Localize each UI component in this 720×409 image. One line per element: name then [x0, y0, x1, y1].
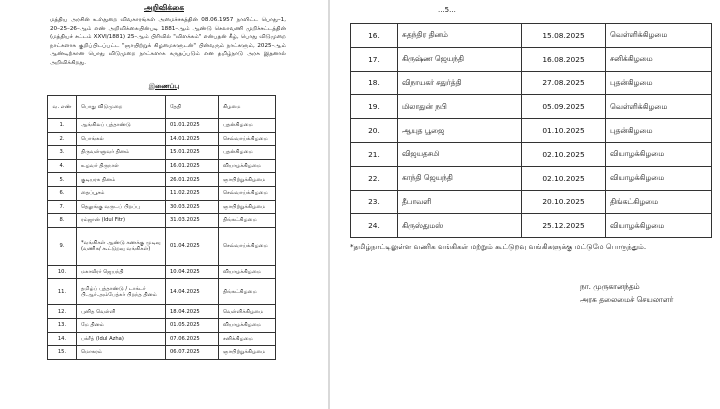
- weekday-cell: ஞாயிற்றுக்கிழமை: [219, 173, 276, 187]
- holiday-name-cell: விநாயகர் சதுர்த்தி: [398, 71, 522, 95]
- date-cell: 25.12.2025: [522, 214, 606, 238]
- holiday-name-cell: பொங்கல்: [77, 132, 166, 146]
- weekday-cell: செவ்வாய்க்கிழமை: [219, 186, 276, 200]
- serial-no-cell: 11.: [48, 279, 77, 305]
- table-row: [351, 190, 712, 214]
- serial-no-cell: 12.: [48, 305, 77, 319]
- holiday-name-cell: தீபாவளி: [398, 190, 522, 214]
- table-row: [48, 173, 276, 187]
- date-cell: 18.04.2025: [166, 305, 219, 319]
- holiday-name-cell: ஆங்கிலப் புத்தாண்டு: [77, 119, 166, 133]
- table-row: [351, 119, 712, 143]
- weekday-cell: புதன்கிழமை: [219, 146, 276, 160]
- date-cell: 06.07.2025: [166, 346, 219, 360]
- weekday-cell: புதன்கிழமை: [219, 119, 276, 133]
- weekday-cell: திங்கட்கிழமை: [606, 190, 712, 214]
- holiday-name-cell: ஆயுத பூஜை: [398, 119, 522, 143]
- table-row: [351, 166, 712, 190]
- table-row: [351, 95, 712, 119]
- table-row: [48, 279, 276, 305]
- serial-no-cell: 20.: [351, 119, 398, 143]
- holiday-name-cell: காந்தி ஜெயந்தி: [398, 166, 522, 190]
- weekday-cell: செவ்வாய்க்கிழமை: [219, 227, 276, 265]
- serial-no-cell: 13.: [48, 318, 77, 332]
- serial-no-cell: 2.: [48, 132, 77, 146]
- table-row: [48, 265, 276, 279]
- date-cell: 07.06.2025: [166, 332, 219, 346]
- holiday-name-cell: விஜயதசமி: [398, 142, 522, 166]
- holiday-name-cell: கிருஸ்துமஸ்: [398, 214, 522, 238]
- serial-no-cell: 10.: [48, 265, 77, 279]
- serial-no-cell: 14.: [48, 332, 77, 346]
- table-row: [351, 214, 712, 238]
- serial-no-cell: 18.: [351, 71, 398, 95]
- holiday-table-right-body: [351, 24, 712, 238]
- weekday-cell: வியாழக்கிழமை: [606, 142, 712, 166]
- table-row: [48, 214, 276, 228]
- table-row: [351, 71, 712, 95]
- serial-no-cell: 9.: [48, 227, 77, 265]
- bank-footnote: *தமிழ்நாட்டிலுள்ள வணிக வங்கிகள் மற்றும் கூட்டுறவு வங்கிகளுக்கு மட்டுமே பொருந்தும்.: [350, 242, 647, 251]
- serial-no-cell: 3.: [48, 146, 77, 160]
- serial-no-cell: 6.: [48, 186, 77, 200]
- weekday-cell: புதன்கிழமை: [606, 119, 712, 143]
- date-cell: 27.08.2025: [522, 71, 606, 95]
- holiday-name-cell: மொகரம்: [77, 346, 166, 360]
- signatory-title: அரசு தலைமைச் செயலாளர்: [580, 295, 674, 304]
- serial-no-cell: 19.: [351, 95, 398, 119]
- table-row: [351, 47, 712, 71]
- weekday-cell: ஞாயிற்றுக்கிழமை: [219, 200, 276, 214]
- table-row: [48, 318, 276, 332]
- weekday-cell: வெள்ளிக்கிழமை: [606, 24, 712, 48]
- holiday-name-cell: பக்ரீத் (Idul Azha): [77, 332, 166, 346]
- table-row: [48, 346, 276, 360]
- holiday-table-left: [47, 95, 276, 360]
- date-cell: 02.10.2025: [522, 142, 606, 166]
- serial-no-cell: 1.: [48, 119, 77, 133]
- serial-no-cell: 5.: [48, 173, 77, 187]
- serial-no-cell: 15.: [48, 346, 77, 360]
- table-row: [48, 146, 276, 160]
- serial-no-cell: 17.: [351, 47, 398, 71]
- holiday-name-cell: மே தினம்: [77, 318, 166, 332]
- holiday-name-cell: தைப்பூசம்: [77, 186, 166, 200]
- date-cell: 05.09.2025: [522, 95, 606, 119]
- serial-no-cell: 24.: [351, 214, 398, 238]
- holiday-name-cell: புனித வெள்ளி: [77, 305, 166, 319]
- holiday-name-cell: உழவர் திருநாள்: [77, 159, 166, 173]
- header-holiday: பொது விடுமுறை: [77, 96, 166, 119]
- weekday-cell: திங்கட்கிழமை: [219, 214, 276, 228]
- notification-heading: அறிவிக்கை: [143, 3, 184, 12]
- weekday-cell: வியாழக்கிழமை: [219, 318, 276, 332]
- table-row: [48, 227, 276, 265]
- serial-no-cell: 16.: [351, 24, 398, 48]
- page-number: ...5...: [438, 6, 456, 14]
- table-row: [48, 119, 276, 133]
- annexure-title: இணைப்பு: [148, 82, 180, 90]
- holiday-name-cell: குடியரசு தினம்: [77, 173, 166, 187]
- date-cell: 01.05.2025: [166, 318, 219, 332]
- holiday-table-left-body: [48, 119, 276, 360]
- header-date: தேதி: [166, 96, 219, 119]
- right-page: [338, 0, 720, 409]
- date-cell: 16.01.2025: [166, 159, 219, 173]
- weekday-cell: வெள்ளிக்கிழமை: [606, 95, 712, 119]
- date-cell: 15.08.2025: [522, 24, 606, 48]
- date-cell: 10.04.2025: [166, 265, 219, 279]
- date-cell: 26.01.2025: [166, 173, 219, 187]
- weekday-cell: வெள்ளிக்கிழமை: [219, 305, 276, 319]
- holiday-name-cell: திருவள்ளுவர் தினம்: [77, 146, 166, 160]
- holiday-name-cell: கிருஷ்ண ஜெயந்தி: [398, 47, 522, 71]
- date-cell: 14.04.2025: [166, 279, 219, 305]
- date-cell: 15.01.2025: [166, 146, 219, 160]
- weekday-cell: திங்கட்கிழமை: [219, 279, 276, 305]
- header-day: கிழமை: [219, 96, 276, 119]
- holiday-name-cell: மகாவீரர் ஜெயந்தி: [77, 265, 166, 279]
- date-cell: 20.10.2025: [522, 190, 606, 214]
- holiday-name-cell: மிலாதுன் நபி: [398, 95, 522, 119]
- weekday-cell: சனிக்கிழமை: [219, 332, 276, 346]
- left-page: [0, 0, 330, 409]
- table-row: [351, 24, 712, 48]
- holiday-name-cell: தமிழ்ப் புத்தாண்டு / டாக்டர் பி.ஆர்.அம்பேத்கர் பிறந்த தினம்: [77, 279, 166, 305]
- table-row: [48, 332, 276, 346]
- weekday-cell: வியாழக்கிழமை: [219, 265, 276, 279]
- serial-no-cell: 7.: [48, 200, 77, 214]
- table-row: [351, 142, 712, 166]
- holiday-name-cell: சுதந்திர தினம்: [398, 24, 522, 48]
- holiday-name-cell: *வங்கிகள் ஆண்டு கணக்கு முடிவு (வணிக/ கூட்டுறவு வங்கிகள்): [77, 227, 166, 265]
- date-cell: 16.08.2025: [522, 47, 606, 71]
- weekday-cell: ஞாயிற்றுக்கிழமை: [219, 346, 276, 360]
- table-row: [48, 186, 276, 200]
- weekday-cell: வியாழக்கிழமை: [219, 159, 276, 173]
- serial-no-cell: 22.: [351, 166, 398, 190]
- holiday-table-right: [350, 23, 712, 238]
- date-cell: 01.10.2025: [522, 119, 606, 143]
- serial-no-cell: 21.: [351, 142, 398, 166]
- date-cell: 14.01.2025: [166, 132, 219, 146]
- weekday-cell: வியாழக்கிழமை: [606, 166, 712, 190]
- date-cell: 01.04.2025: [166, 227, 219, 265]
- table-row: [48, 305, 276, 319]
- header-serial-no: வ. எண்: [48, 96, 77, 119]
- notification-paragraph: மத்திய அரசின் உள்துறை விவகாரங்கள் அமைச்சகத்தின் 08.06.1957 நாளிட்ட பொது–1, 20–25–26–ஆம் எண் அறிவிக்கையின்படி 1881–ஆம் ஆண்டு செலாவணி முறிச்சட்டத்தின் (மத்தியச் சட்டம் XXVI/1881) 25–ஆம் பிரிவில் "விளக்கம்" என்பதன் கீழ், பொது விடுமுறை நாட்களாக குறிப்பிடப்பட்ட "ஞாயிற்றுக் கிழமைகளுடன்" பின்வரும் நாட்களும், 2025–ஆம் ஆண்டிற்கான பொது விடுமுறை நாட்களாக கருதப்படும் என தமிழ்நாடு அரசு இதனால் அறிவிக்கிறது.: [50, 17, 286, 66]
- table-header-row: [48, 96, 276, 119]
- serial-no-cell: 8.: [48, 214, 77, 228]
- date-cell: 30.03.2025: [166, 200, 219, 214]
- holiday-name-cell: தெலுங்கு வருடப் பிறப்பு: [77, 200, 166, 214]
- serial-no-cell: 23.: [351, 190, 398, 214]
- serial-no-cell: 4.: [48, 159, 77, 173]
- table-row: [48, 159, 276, 173]
- weekday-cell: வியாழக்கிழமை: [606, 214, 712, 238]
- date-cell: 01.01.2025: [166, 119, 219, 133]
- signatory-name: நா. முருகானந்தம்: [580, 282, 640, 291]
- date-cell: 11.02.2025: [166, 186, 219, 200]
- table-row: [48, 132, 276, 146]
- table-row: [48, 200, 276, 214]
- date-cell: 31.03.2025: [166, 214, 219, 228]
- holiday-name-cell: ரம்ஜான் (Idul Fitr): [77, 214, 166, 228]
- weekday-cell: புதன்கிழமை: [606, 71, 712, 95]
- date-cell: 02.10.2025: [522, 166, 606, 190]
- weekday-cell: செவ்வாய்க்கிழமை: [219, 132, 276, 146]
- weekday-cell: சனிக்கிழமை: [606, 47, 712, 71]
